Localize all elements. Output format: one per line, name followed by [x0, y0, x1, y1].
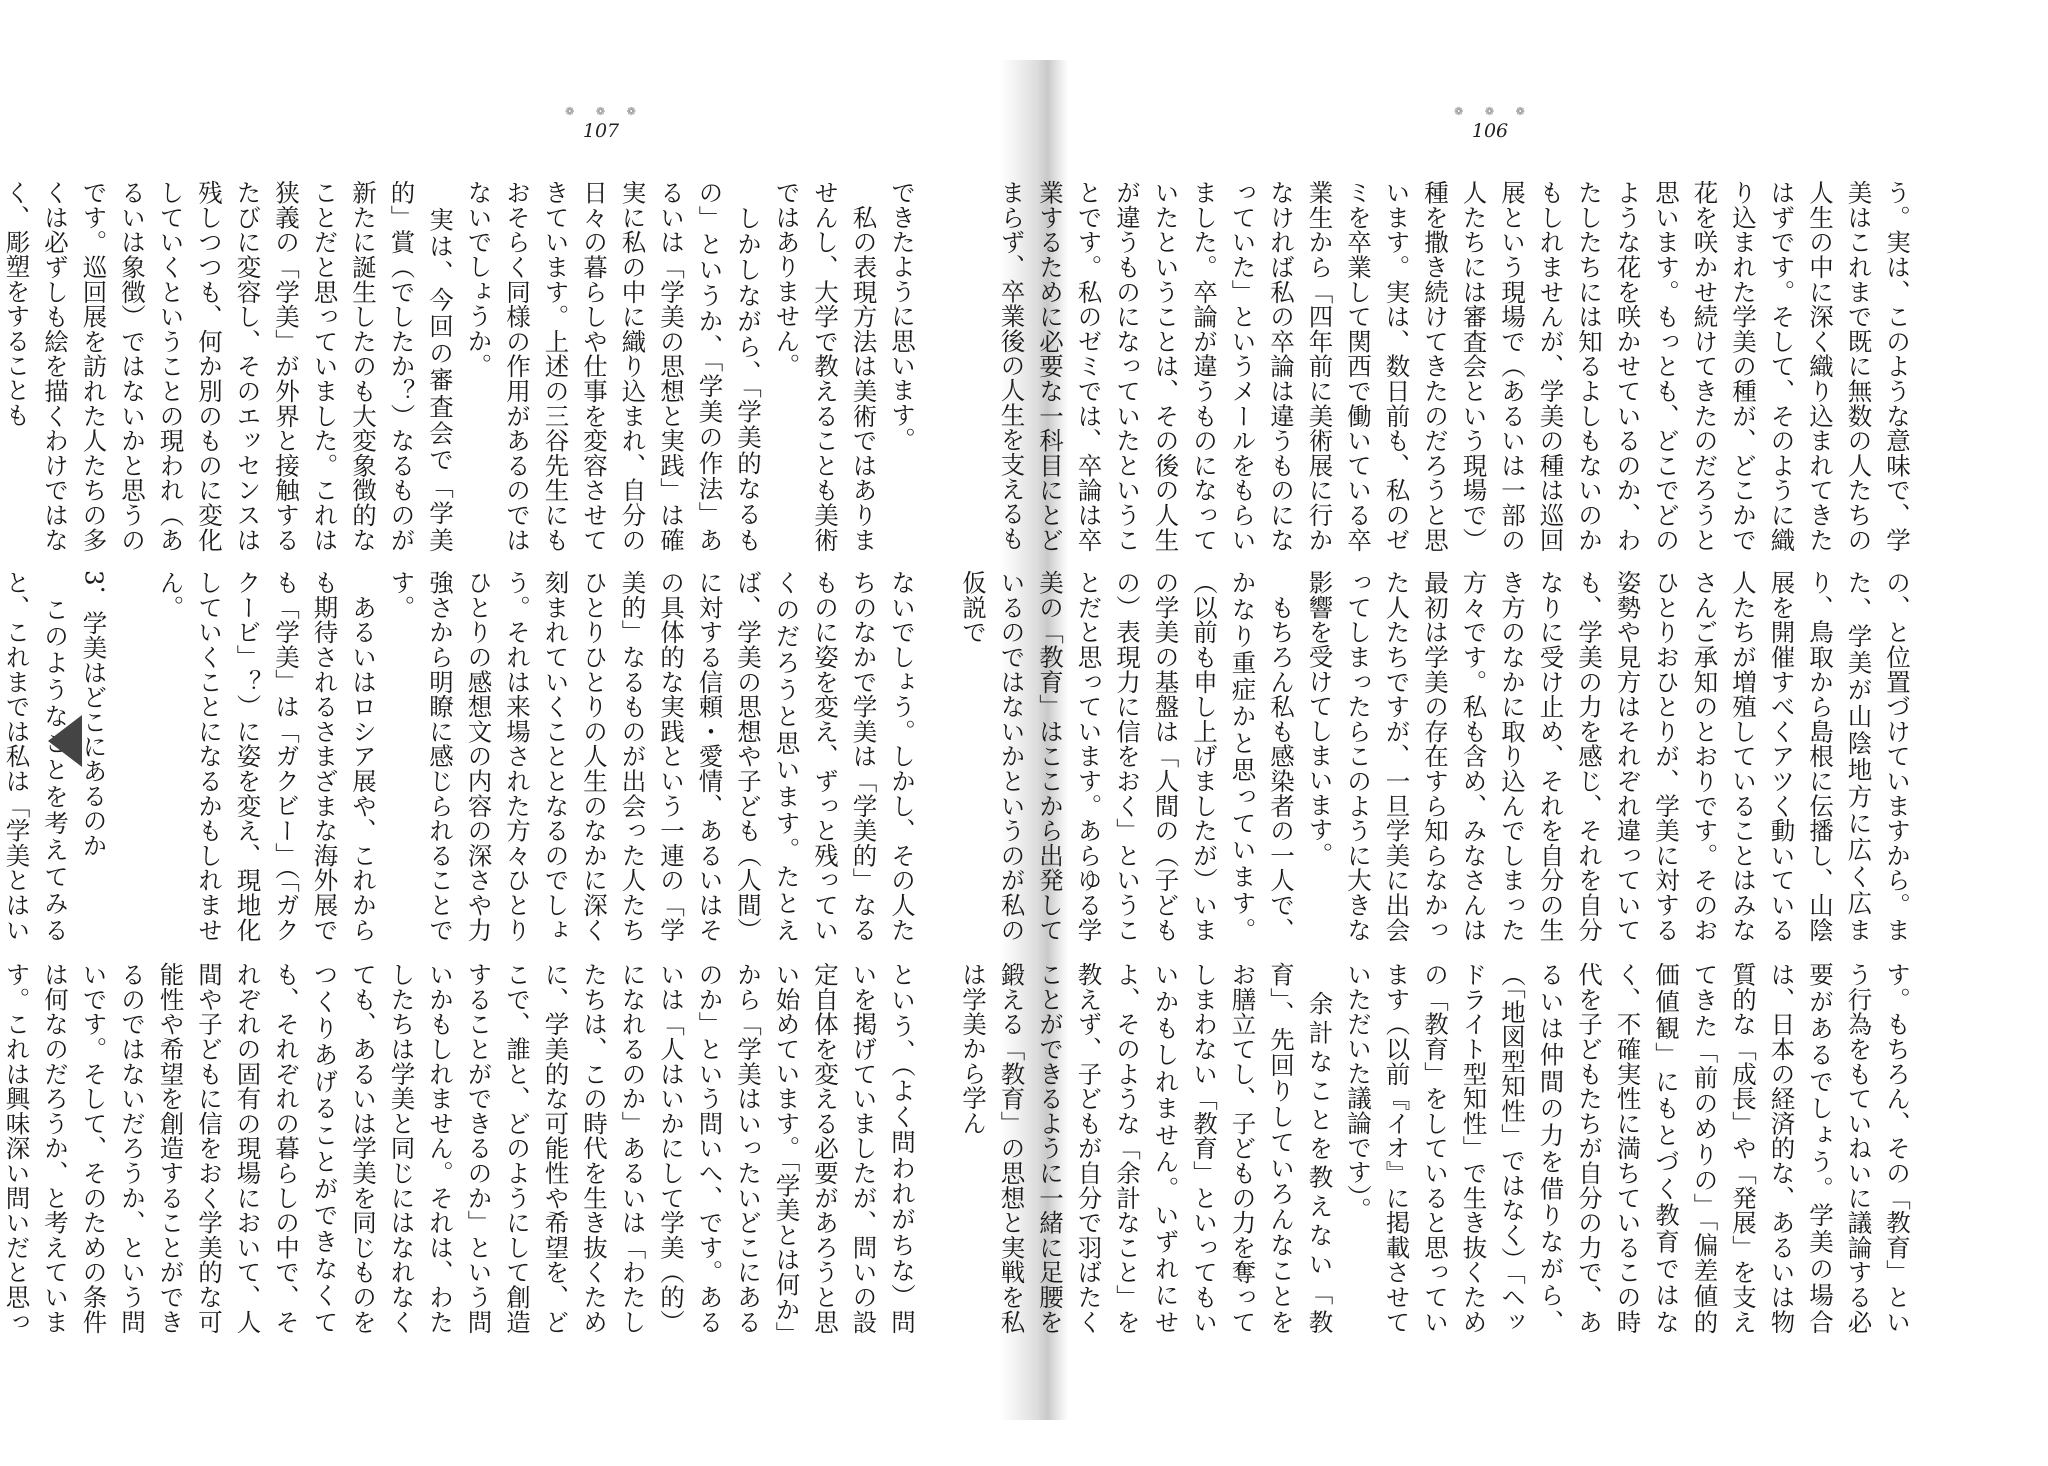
- text-tier-middle: ないでしょう。しかし、その人たちのなかで学美は「学美的」なるものに姿を変え、ずっと残っていくのだろうと思います。たとえば、学美の思想や子ども（人間）に対する信頼・愛情、あるいはその具体的な実践という一連の「学美的」なるものが出会った人たちひとりひとりの人生のなかに深く刻まれていくこととなるのでしょう。それは来場された方々ひとりひとりの感想文の内容の深さや力強さから明瞭に感じられることです。 あるいはロシア展や、これからも期待されるさまざまな海外展でも「学美」は「ガクビー」（「ガククービ」？）に姿を変え、現地化していくことになるかもしれません。 3．学美はどこにあるのか このようなことを考えてみると、これまでは私は「学美とはい: [2, 570, 917, 942]
- page-header: [1445, 106, 1535, 142]
- ornament-icon: ❁ ❁ ❁: [565, 105, 645, 118]
- ornament-icon: ❁ ❁ ❁: [1454, 105, 1534, 118]
- text-tier-top: できたように思います。 私の表現方法は美術ではありませんし、大学で教えることも美術ではありません。 しかしながら、「学美的なるもの」というか、「学美の作法」あるいは「学美の思想と実践」は確実に私の中に織り込まれ、自分の日々の暮らしや仕事を変容させてきています。上述の三谷先生にもおそらく同様の作用があるのではないでしょうか。 実は、今回の審査会で「学美的」賞（でしたか？）なるものが新たに誕生したのも大変象徴的なことだと思っていました。これは狭義の「学美」が外界と接触するたびに変容し、そのエッセンスは残しつつも、何か別のものに変化していくということの現われ（あるいは象徴）ではないかと思うのです。巡回展を訪れた人たちの多くは必ずしも絵を描くわけではなく、彫塑をすることも: [2, 180, 917, 552]
- text-tier-top: う。実は、このような意味で、学美はこれまで既に無数の人たちの人生の中に深く織り込まれてきたはずです。そして、そのように織り込まれた学美の種が、どこかで花を咲かせ続けてきたのだろうと思います。もっとも、どこでどのような花を咲かせているのか、わたしたちには知るよしもないのかもしれませんが、学美の種は巡回展という現場で（あるいは一部の人たちには審査会という現場で）種を撒き続けてきたのだろうと思います。実は、数日前も、私のゼミを卒業して関西で働いている卒業生から「四年前に美術展に行かなければ私の卒論は違うものになっていた」というメールをもらいました。卒論が違うものになっていたということは、その後の人生が違うものになっていたということです。私のゼミでは、卒論は卒業するために必要な一科目にとどまらず、卒業後の人生を支えるも: [997, 180, 1912, 552]
- text-tier-bottom: す。もちろん、その「教育」という行為をもていねいに議論する必要があるでしょう。学美の場合は、日本の経済的な、あるいは物質的な「成長」や「発展」を支えてきた「前のめりの」「偏差値的価値観」にもとづく教育ではなく、不確実性に満ちているこの時代を子どもたちが自分の力で、あるいは仲間の力を借りながら、（「地図型知性」ではなく）「ヘッドライト型知性」で生き抜くための「教育」をしていると思っています（以前『イオ』に掲載させていただいた議論です）。 余計なことを教えない「教育」、先回りしていろんなことをお膳立てし、子どもの力を奪ってしまわない「教育」といってもいいかもしれません。いずれにせよ、そのような「余計なこと」を教えず、子どもが自分で羽ばたくことができるように一緒に足腰を鍛える「教育」の思想と実戦を私は学美から学ん: [959, 962, 1912, 1334]
- left-page: [0, 0, 1000, 1466]
- text-tier-middle: の、と位置づけていますから。また、学美が山陰地方に広く広まり、鳥取から島根に伝播し、山陰展を開催すべくアツく動いている人たちが増殖していることはみなさんご承知のとおりです。そのおひとりおひとりが、学美に対する姿勢や見方はそれぞれ違っていても、学美の力を感じ、それを自分なりに受け止め、それを自分の生き方のなかに取り込んでしまった方々です。私も含め、みなさんは最初は学美の存在すら知らなかった人たちですが、一旦学美に出会ってしまったらこのように大きな影響を受けてしまいます。 もちろん私も感染者の一人で、かなり重症かと思っています。（以前も申し上げましたが）いまの学美の基盤は「人間の（子どもの）表現力に信をおく」ということだと思っています。あらゆる学美の「教育」はここから出発しているのではないかというのが私の仮説で: [959, 570, 1912, 942]
- right-page: [959, 0, 2048, 1466]
- page-header: [556, 106, 646, 142]
- previous-page-arrow-icon[interactable]: [48, 715, 82, 767]
- text-tier-bottom: という、（よく問われがちな）問いを掲げていましたが、問いの設定自体を変える必要があろうと思い始めています。「学美とは何か」から「学美はいったいどこにあるのか」という問いへ、です。あるいは「人はいかにして学美（的）になれるのか」あるいは「わたしたちは、この時代を生き抜くために、学美的な可能性や希望を、どこで、誰と、どのようにして創造することができるのか」という問いかもしれません。それは、わたしたちは学美と同じにはなれなくても、あるいは学美を同じものをつくりあげることができなくても、それぞれの暮らしの中で、それぞれの固有の現場において、人間や子どもに信をおく学美的な可能性や希望を創造することができるのではないだろうか、という問いです。そして、そのための条件は何なのだろうか、と考えています。これは興味深い問いだと思っ: [2, 962, 917, 1334]
- page-number: 106: [1471, 120, 1509, 142]
- page-number: 107: [582, 120, 620, 142]
